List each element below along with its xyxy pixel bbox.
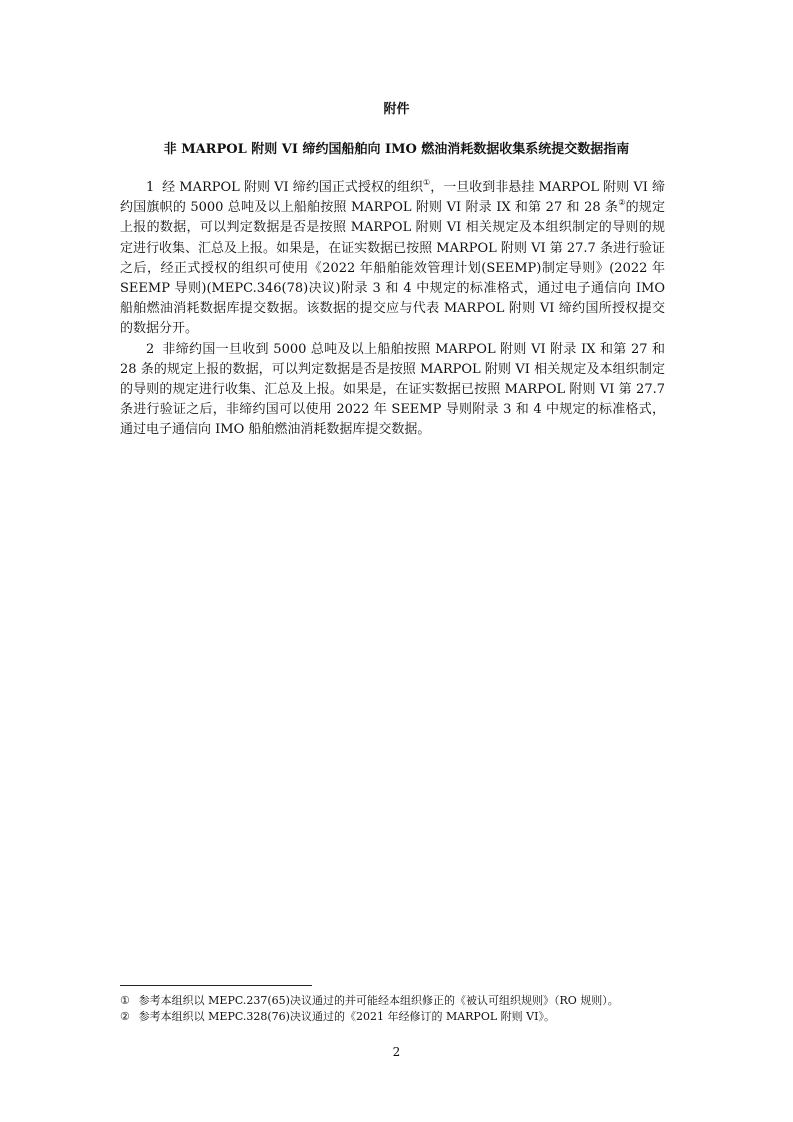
- document-title: 非 MARPOL 附则 VI 缔约国船舶向 IMO 燃油消耗数据收集系统提交数据指南: [163, 142, 630, 157]
- footnote-ref-2[interactable]: ②: [618, 198, 626, 208]
- paragraph-number: 1: [146, 180, 155, 195]
- footnote-text: 参考本组织以 MEPC.328(76)决议通过的《2021 年经修订的 MARPOL 附则 VI》。: [138, 1010, 555, 1023]
- footnote-2: [120, 1009, 680, 1025]
- paragraph-text: 经 MARPOL 附则 VI 缔约国正式授权的组织: [162, 180, 423, 195]
- footnote-mark: ②: [120, 1010, 130, 1023]
- footnotes: [120, 993, 680, 1025]
- footnote-1: [120, 993, 680, 1009]
- document-body: [120, 178, 665, 441]
- paragraph-1: [120, 178, 665, 340]
- page-number: 2: [392, 1045, 401, 1059]
- paragraph-text: 的规定上报的数据，可以判定数据是否是按照 MARPOL 附则 VI 相关规定及本组织制定的导则的规定进行收集、汇总及上报。如果是，在证实数据已按照 MARPOL 附则 VI 第 27.7 条进行验证之后，经正式授权的组织可使用《2022 年船舶能效管理计划(SEEMP)制定导则》(2022 年 SEEMP 导则)(MEPC.346(78)决议)附录 3 和 4 中规定的标准格式，通过电子通信向 IMO 船舶燃油消耗数据库提交数据。该数据的提交应与代表 MARPOL 附则 VI 缔约国所授权提交的数据分开。: [120, 200, 666, 337]
- footnote-text: 参考本组织以 MEPC.237(65)决议通过的并可能经本组织修正的《被认可组织规则》（RO 规则）。: [138, 994, 619, 1007]
- paragraph-number: 2: [146, 341, 155, 357]
- footnote-divider: [120, 985, 312, 986]
- paragraph-text: 非缔约国一旦收到 5000 总吨及以上船舶按照 MARPOL 附则 VI 附录 IX 和第 27 和 28 条的规定上报的数据，可以判定数据是否是按照 MARPOL 附则 VI 相关规定及本组织制定的导则的规定进行收集、汇总及上报。如果是，在证实数据已按照 MARPOL 附则 VI 第 27.7 条进行验证之后，非缔约国可以使用 2022 年 SEEMP 导则附录 3 和 4 中规定的标准格式，通过电子通信向 IMO 船舶燃油消耗数据库提交数据。: [120, 341, 665, 438]
- footnote-ref-1[interactable]: ①: [422, 178, 431, 187]
- footnote-mark: ①: [120, 994, 130, 1007]
- paragraph-text: ，一旦收到非悬挂 MARPOL 附则 VI 缔约国旗帜的 5000 总吨及以上船舶按照 MARPOL 附则 VI 附录 IX 和第 27 和 28 条: [120, 180, 666, 216]
- paragraph-2: [120, 340, 665, 441]
- annex-label: 附件: [383, 102, 410, 117]
